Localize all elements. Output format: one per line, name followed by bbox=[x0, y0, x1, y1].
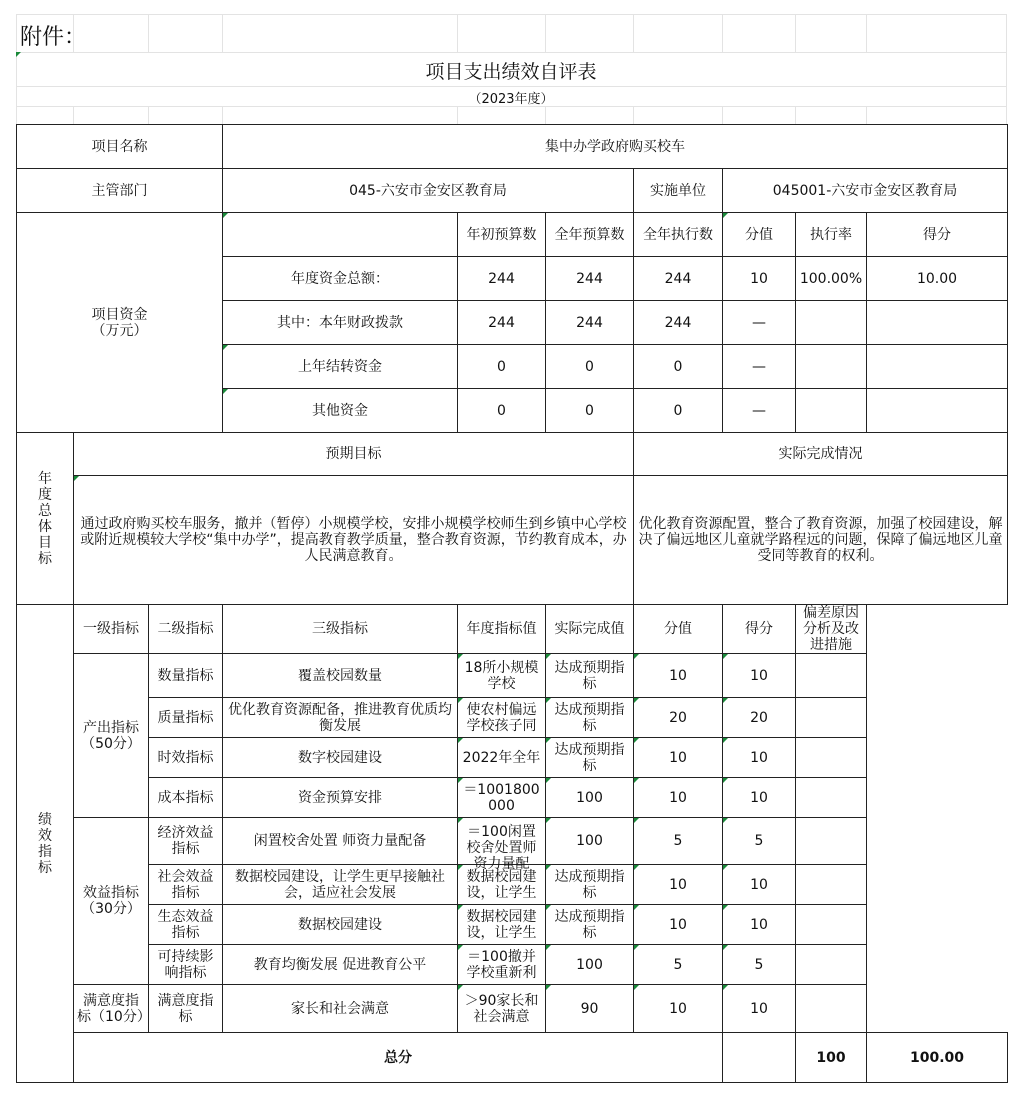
indicator-row bbox=[17, 985, 1008, 1033]
project-name-value[interactable]: 集中办学政府购买校车 bbox=[223, 125, 1008, 169]
indicator-got-text: 10 bbox=[750, 749, 768, 766]
indicator-target-text: ＝100闲置校舍处置师资力量配 bbox=[466, 824, 537, 872]
indicator-remark[interactable] bbox=[796, 818, 867, 865]
project-name-label: 项目名称 bbox=[17, 125, 223, 169]
cell-marker bbox=[458, 698, 463, 703]
funds-header-blank bbox=[223, 213, 458, 257]
cell-marker bbox=[546, 698, 551, 703]
indicator-target-text: 使农村偏远学校孩子同 bbox=[466, 701, 537, 734]
indicator-level3[interactable]: 数据校园建设，让学生更早接触社会，适应社会发展 bbox=[223, 865, 458, 905]
indicators-label-text: 绩效指标 bbox=[38, 811, 52, 876]
indicator-target-text: 数据校园建设，让学生 bbox=[466, 868, 537, 901]
funds-row-score[interactable]: — bbox=[723, 389, 796, 433]
cell-marker bbox=[458, 945, 463, 950]
cell-marker bbox=[546, 654, 551, 659]
indicator-level2: 经济效益指标 bbox=[149, 818, 223, 865]
funds-row-name bbox=[223, 345, 458, 389]
indicator-actual[interactable] bbox=[546, 945, 634, 985]
indicator-actual[interactable] bbox=[546, 985, 634, 1033]
indicator-got-text: 5 bbox=[754, 956, 764, 973]
indicator-row bbox=[17, 778, 1008, 818]
funds-header-initial: 年初预算数 bbox=[458, 213, 546, 257]
cell-marker bbox=[723, 865, 728, 870]
indicator-remark[interactable] bbox=[796, 905, 867, 945]
cell-marker bbox=[634, 698, 639, 703]
indicator-remark[interactable] bbox=[796, 698, 867, 738]
funds-label-line1: 项目资金 bbox=[91, 306, 148, 323]
indicator-actual[interactable] bbox=[546, 905, 634, 945]
indicator-got[interactable] bbox=[723, 945, 796, 985]
dept-value[interactable]: 045-六安市金安区教育局 bbox=[223, 169, 634, 213]
funds-row-name: 年度资金总额： bbox=[223, 257, 458, 301]
indicator-row bbox=[17, 698, 1008, 738]
project-name-row bbox=[17, 125, 1008, 169]
cell-marker bbox=[634, 738, 639, 743]
indicator-actual-text: 100 bbox=[576, 833, 603, 849]
indicator-level3[interactable]: 数字校园建设 bbox=[223, 738, 458, 778]
impl-value[interactable]: 045001-六安市金安区教育局 bbox=[723, 169, 1008, 213]
indicator-level3[interactable]: 覆盖校园数量 bbox=[223, 654, 458, 698]
cell-marker bbox=[723, 945, 728, 950]
cell-marker bbox=[546, 865, 551, 870]
cell-marker bbox=[546, 778, 551, 783]
impl-label: 实施单位 bbox=[634, 169, 723, 213]
cell-marker bbox=[223, 389, 228, 394]
funds-header-rate: 执行率 bbox=[796, 213, 867, 257]
indicator-target-text: 数据校园建设，让学生 bbox=[466, 908, 537, 941]
goals-label-text: 年度总体目标 bbox=[38, 470, 52, 567]
attachment-label: 附件： bbox=[20, 25, 87, 50]
group-benefit: 效益指标（30分） bbox=[74, 818, 149, 985]
indicator-row bbox=[17, 905, 1008, 945]
indicator-score-text: 10 bbox=[669, 667, 687, 684]
indicator-got[interactable] bbox=[723, 985, 796, 1033]
cell-marker bbox=[223, 213, 228, 218]
funds-row-score[interactable]: — bbox=[723, 345, 796, 389]
indicator-row bbox=[17, 865, 1008, 905]
funds-header-got: 得分 bbox=[867, 213, 1008, 257]
indicator-target-text: ＞90家长和社会满意 bbox=[464, 992, 539, 1025]
indicator-row bbox=[17, 738, 1008, 778]
cell-marker bbox=[723, 738, 728, 743]
total-got[interactable]: 100.00 bbox=[867, 1033, 1008, 1083]
indicators-label bbox=[17, 605, 74, 1083]
header-level1: 一级指标 bbox=[74, 605, 149, 654]
indicator-actual-text: 100 bbox=[576, 789, 603, 806]
indicator-target[interactable] bbox=[458, 865, 546, 905]
indicators-header-row bbox=[17, 605, 1008, 654]
indicator-target[interactable] bbox=[458, 738, 546, 778]
indicator-score[interactable] bbox=[634, 905, 723, 945]
expected-goal-text[interactable] bbox=[74, 476, 634, 605]
indicator-actual-text: 达成预期指标 bbox=[554, 701, 625, 734]
cell-marker bbox=[546, 945, 551, 950]
goals-row bbox=[17, 476, 1008, 605]
funds-row-initial[interactable]: 244 bbox=[458, 301, 546, 345]
cell-marker bbox=[634, 945, 639, 950]
indicator-remark[interactable] bbox=[796, 778, 867, 818]
indicator-got[interactable] bbox=[723, 818, 796, 865]
indicator-target-text: 18所小规模学校 bbox=[464, 659, 539, 692]
funds-row-executed[interactable]: 244 bbox=[634, 301, 723, 345]
expected-goal-content: 通过政府购买校车服务，撤并（暂停）小规模学校，安排小规模学校师生到乡镇中心学校或附近规模较大学校“集中办学”，提高教育教学质量，整合教育资源，节约教育成本，办人民满意教育。 bbox=[80, 516, 627, 564]
indicator-score[interactable] bbox=[634, 985, 723, 1033]
actual-result-text[interactable]: 优化教育资源配置，整合了教育资源，加强了校园建设，解决了偏远地区儿童就学路程远的问题，保障了偏远地区儿童受同等教育的权利。 bbox=[634, 476, 1008, 605]
cell-marker bbox=[634, 865, 639, 870]
funds-header-annual: 全年预算数 bbox=[546, 213, 634, 257]
indicator-target[interactable] bbox=[458, 698, 546, 738]
indicator-actual[interactable] bbox=[546, 778, 634, 818]
indicator-score[interactable] bbox=[634, 698, 723, 738]
funds-row-score[interactable]: — bbox=[723, 301, 796, 345]
indicator-target[interactable] bbox=[458, 654, 546, 698]
indicator-actual[interactable] bbox=[546, 865, 634, 905]
cell-marker bbox=[723, 985, 728, 990]
indicator-target-text: ＝100撤并学校重新利 bbox=[466, 948, 537, 981]
indicator-row bbox=[17, 654, 1008, 698]
funds-row-executed[interactable]: 244 bbox=[634, 257, 723, 301]
cell-marker bbox=[723, 213, 728, 218]
funds-header-score bbox=[723, 213, 796, 257]
indicator-level2: 质量指标 bbox=[149, 698, 223, 738]
funds-row-got[interactable] bbox=[867, 345, 1008, 389]
indicator-remark[interactable] bbox=[796, 654, 867, 698]
header-actual: 实际完成值 bbox=[546, 605, 634, 654]
funds-row-name bbox=[223, 389, 458, 433]
funds-row-annual[interactable]: 244 bbox=[546, 301, 634, 345]
cell-marker bbox=[458, 654, 463, 659]
header-got: 得分 bbox=[723, 605, 796, 654]
total-score[interactable]: 100 bbox=[796, 1033, 867, 1083]
funds-row-initial[interactable]: 244 bbox=[458, 257, 546, 301]
funds-row-rate[interactable] bbox=[796, 345, 867, 389]
funds-row-initial[interactable]: 0 bbox=[458, 345, 546, 389]
cell-marker bbox=[458, 985, 463, 990]
indicator-actual[interactable] bbox=[546, 698, 634, 738]
indicator-target[interactable] bbox=[458, 778, 546, 818]
cell-marker bbox=[74, 476, 79, 481]
indicator-level2: 时效指标 bbox=[149, 738, 223, 778]
indicator-actual-text: 达成预期指标 bbox=[554, 659, 625, 692]
actual-result-header: 实际完成情况 bbox=[634, 433, 1008, 476]
funds-row-initial[interactable]: 0 bbox=[458, 389, 546, 433]
indicator-target-text: ＝1001800000 bbox=[463, 781, 540, 814]
header-remark: 偏差原因分析及改进措施 bbox=[796, 605, 867, 654]
indicator-score-text: 5 bbox=[673, 833, 683, 849]
cell-marker bbox=[458, 818, 463, 823]
indicator-got[interactable] bbox=[723, 738, 796, 778]
indicator-remark[interactable] bbox=[796, 945, 867, 985]
indicator-level2: 社会效益指标 bbox=[149, 865, 223, 905]
indicator-level3[interactable]: 优化教育资源配备，推进教育优质均衡发展 bbox=[223, 698, 458, 738]
funds-label-line2: （万元） bbox=[91, 322, 148, 339]
indicator-target[interactable] bbox=[458, 818, 546, 872]
indicator-got-text: 10 bbox=[750, 789, 768, 806]
page-title: 项目支出绩效自评表 bbox=[425, 61, 597, 83]
indicator-score-text: 10 bbox=[669, 749, 687, 766]
cell-marker bbox=[723, 905, 728, 910]
cell-marker bbox=[723, 654, 728, 659]
funds-row-got[interactable] bbox=[867, 301, 1008, 345]
indicator-level3[interactable]: 家长和社会满意 bbox=[223, 985, 458, 1033]
funds-row-rate[interactable] bbox=[796, 389, 867, 433]
cell-marker bbox=[634, 905, 639, 910]
indicator-remark[interactable] bbox=[796, 865, 867, 905]
dept-row bbox=[17, 169, 1008, 213]
indicator-actual-text: 100 bbox=[576, 956, 603, 973]
indicator-actual-text: 达成预期指标 bbox=[554, 868, 625, 901]
indicator-level3[interactable]: 教育均衡发展 促进教育公平 bbox=[223, 945, 458, 985]
indicator-score-text: 10 bbox=[669, 916, 687, 933]
indicator-score[interactable] bbox=[634, 778, 723, 818]
indicator-level2: 生态效益指标 bbox=[149, 905, 223, 945]
header-target: 年度指标值 bbox=[458, 605, 546, 654]
indicator-level2: 满意度指标 bbox=[149, 985, 223, 1033]
indicator-row bbox=[17, 818, 1008, 865]
indicator-score-text: 5 bbox=[673, 956, 683, 973]
indicator-got-text: 10 bbox=[750, 667, 768, 684]
indicator-actual[interactable] bbox=[546, 818, 634, 865]
cell-marker bbox=[546, 905, 551, 910]
header-score: 分值 bbox=[634, 605, 723, 654]
evaluation-table bbox=[16, 124, 1008, 1083]
indicator-score[interactable] bbox=[634, 654, 723, 698]
header-level2: 二级指标 bbox=[149, 605, 223, 654]
funds-row-name: 其中：本年财政拨款 bbox=[223, 301, 458, 345]
indicator-score[interactable] bbox=[634, 738, 723, 778]
indicator-level3[interactable]: 资金预算安排 bbox=[223, 778, 458, 818]
indicator-actual[interactable] bbox=[546, 654, 634, 698]
cell-marker bbox=[458, 738, 463, 743]
funds-row-got[interactable]: 10.00 bbox=[867, 257, 1008, 301]
funds-row-score[interactable]: 10 bbox=[723, 257, 796, 301]
indicator-remark[interactable] bbox=[796, 985, 867, 1033]
expected-goal-header: 预期目标 bbox=[74, 433, 634, 476]
indicator-got[interactable] bbox=[723, 905, 796, 945]
header-level3: 三级指标 bbox=[223, 605, 458, 654]
indicator-got[interactable] bbox=[723, 654, 796, 698]
indicator-score-text: 20 bbox=[669, 709, 687, 726]
indicator-got[interactable] bbox=[723, 778, 796, 818]
group-output: 产出指标（50分） bbox=[74, 654, 149, 818]
cell-marker bbox=[458, 865, 463, 870]
indicator-actual-text: 达成预期指标 bbox=[554, 741, 625, 774]
funds-header-row bbox=[17, 213, 1008, 257]
indicator-score-text: 10 bbox=[669, 789, 687, 806]
indicator-level3[interactable]: 数据校园建设 bbox=[223, 905, 458, 945]
funds-row-annual[interactable]: 244 bbox=[546, 257, 634, 301]
cell-marker bbox=[634, 778, 639, 783]
goals-label bbox=[17, 433, 74, 605]
indicator-score-text: 10 bbox=[669, 876, 687, 893]
funds-row-name-text: 上年结转资金 bbox=[298, 358, 382, 375]
cell-marker bbox=[546, 818, 551, 823]
indicator-actual-text: 90 bbox=[580, 1000, 599, 1017]
indicator-got-text: 10 bbox=[750, 1000, 768, 1017]
funds-row-name-text: 其他资金 bbox=[312, 402, 368, 419]
indicator-actual[interactable] bbox=[546, 738, 634, 778]
cell-marker bbox=[723, 698, 728, 703]
indicator-score[interactable] bbox=[634, 865, 723, 905]
indicator-target[interactable] bbox=[458, 945, 546, 985]
goals-header-row bbox=[17, 433, 1008, 476]
group-satisfaction: 满意度指标（10分） bbox=[74, 985, 149, 1033]
indicator-level2: 数量指标 bbox=[149, 654, 223, 698]
cell-marker bbox=[634, 985, 639, 990]
indicator-level2: 可持续影响指标 bbox=[149, 945, 223, 985]
cell-marker bbox=[458, 905, 463, 910]
indicator-target[interactable] bbox=[458, 985, 546, 1033]
funds-row-executed[interactable]: 0 bbox=[634, 345, 723, 389]
funds-header-score-text: 分值 bbox=[745, 226, 773, 243]
total-label: 总分 bbox=[74, 1033, 723, 1083]
indicator-score[interactable] bbox=[634, 945, 723, 985]
indicator-level2: 成本指标 bbox=[149, 778, 223, 818]
dept-label: 主管部门 bbox=[17, 169, 223, 213]
cell-marker bbox=[546, 738, 551, 743]
indicator-score[interactable] bbox=[634, 818, 723, 865]
funds-row-executed[interactable]: 0 bbox=[634, 389, 723, 433]
total-blank bbox=[723, 1033, 796, 1083]
indicator-level3[interactable]: 闲置校舍处置 师资力量配备 bbox=[223, 818, 458, 865]
cell-marker bbox=[634, 818, 639, 823]
indicator-got-text: 20 bbox=[750, 709, 768, 726]
indicator-got[interactable] bbox=[723, 698, 796, 738]
indicator-got-text: 10 bbox=[750, 876, 768, 893]
cell-marker bbox=[223, 345, 228, 350]
indicator-actual-text: 达成预期指标 bbox=[554, 908, 625, 941]
cell-marker bbox=[723, 778, 728, 783]
funds-row-rate[interactable] bbox=[796, 301, 867, 345]
indicator-got[interactable] bbox=[723, 865, 796, 905]
funds-row-annual[interactable]: 0 bbox=[546, 345, 634, 389]
total-row bbox=[17, 1033, 1008, 1083]
indicator-row bbox=[17, 945, 1008, 985]
indicator-score-text: 10 bbox=[669, 1000, 687, 1017]
indicator-target[interactable] bbox=[458, 905, 546, 945]
indicator-got-text: 5 bbox=[754, 833, 764, 849]
cell-marker bbox=[723, 818, 728, 823]
funds-label bbox=[17, 213, 223, 433]
cell-marker bbox=[546, 985, 551, 990]
indicator-got-text: 10 bbox=[750, 916, 768, 933]
funds-row-rate[interactable]: 100.00% bbox=[796, 257, 867, 301]
funds-header-executed: 全年执行数 bbox=[634, 213, 723, 257]
cell-marker bbox=[458, 778, 463, 783]
funds-row-annual[interactable]: 0 bbox=[546, 389, 634, 433]
cell-marker bbox=[634, 654, 639, 659]
indicator-remark[interactable] bbox=[796, 738, 867, 778]
report-year: （2023年度） bbox=[468, 92, 554, 107]
indicator-target-text: 2022年全年 bbox=[462, 749, 541, 766]
funds-row-got[interactable] bbox=[867, 389, 1008, 433]
